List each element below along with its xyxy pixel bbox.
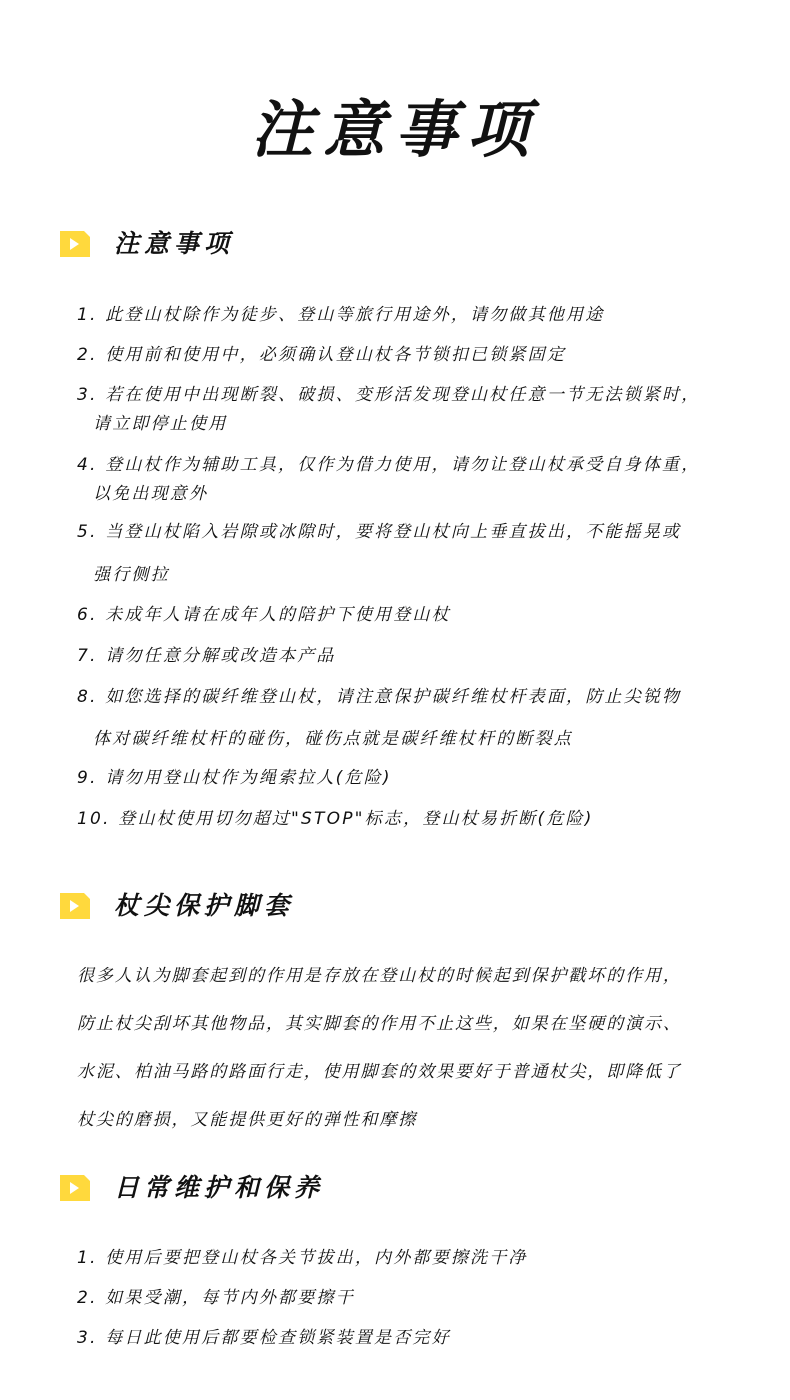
list-item: 3. 若在使用中出现断裂、破损、变形活发现登山杖任意一节无法锁紧时， <box>77 385 701 405</box>
list-item: 2. 使用前和使用中，必须确认登山杖各节锁扣已锁紧固定 <box>77 345 567 365</box>
list-item: 1. 此登山杖除作为徒步、登山等旅行用途外，请勿做其他用途 <box>77 305 605 325</box>
play-arrow-icon <box>58 229 92 259</box>
paragraph-line: 杖尖的磨损，又能提供更好的弹性和摩擦 <box>77 1110 418 1130</box>
list-item: 9. 请勿用登山杖作为绳索拉人(危险) <box>77 768 392 788</box>
paragraph <box>77 952 767 1144</box>
page-title: 注意事项 <box>250 93 539 166</box>
paragraph-line: 很多人认为脚套起到的作用是存放在登山杖的时候起到保护戳坏的作用， <box>77 966 682 986</box>
list-item-continued: 以免出现意外 <box>93 484 209 504</box>
list-item-continued: 强行侧拉 <box>93 565 170 585</box>
section-heading: 日常维护和保养 <box>114 1173 325 1202</box>
section-header-precautions <box>58 226 234 262</box>
list-item: 6. 未成年人请在成年人的陪护下使用登山杖 <box>77 605 451 625</box>
list-item: 5. 当登山杖陷入岩隙或冰隙时，要将登山杖向上垂直拔出，不能摇晃或 <box>77 522 682 542</box>
list-item-continued: 体对碳纤维杖杆的碰伤，碰伤点就是碳纤维杖杆的断裂点 <box>93 729 573 749</box>
list-item: 8. 如您选择的碳纤维登山杖，请注意保护碳纤维杖杆表面，防止尖锐物 <box>77 687 682 707</box>
list-item: 10. 登山杖使用切勿超过"STOP"标志，登山杖易折断(危险) <box>77 809 594 829</box>
paragraph-line: 防止杖尖刮坏其他物品，其实脚套的作用不止这些，如果在坚硬的演示、 <box>77 1014 682 1034</box>
play-arrow-icon <box>58 891 92 921</box>
paragraph-line: 水泥、柏油马路的路面行走，使用脚套的效果要好于普通杖尖，即降低了 <box>77 1062 682 1082</box>
section-heading: 杖尖保护脚套 <box>114 891 295 920</box>
list-item: 7. 请勿任意分解或改造本产品 <box>77 646 336 666</box>
section-heading: 注意事项 <box>114 229 235 258</box>
section-header-maintenance <box>58 1170 324 1206</box>
list-item: 4. 登山杖作为辅助工具，仅作为借力使用，请勿让登山杖承受自身体重， <box>77 455 701 475</box>
list-item: 2. 如果受潮，每节内外都要擦干 <box>77 1288 355 1308</box>
list-item: 3. 每日此使用后都要检查锁紧装置是否完好 <box>77 1328 451 1348</box>
list-item: 1. 使用后要把登山杖各关节拔出，内外都要擦洗干净 <box>77 1248 528 1268</box>
list-item-continued: 请立即停止使用 <box>93 414 228 434</box>
section-header-tip-protector <box>58 888 294 924</box>
play-arrow-icon <box>58 1173 92 1203</box>
